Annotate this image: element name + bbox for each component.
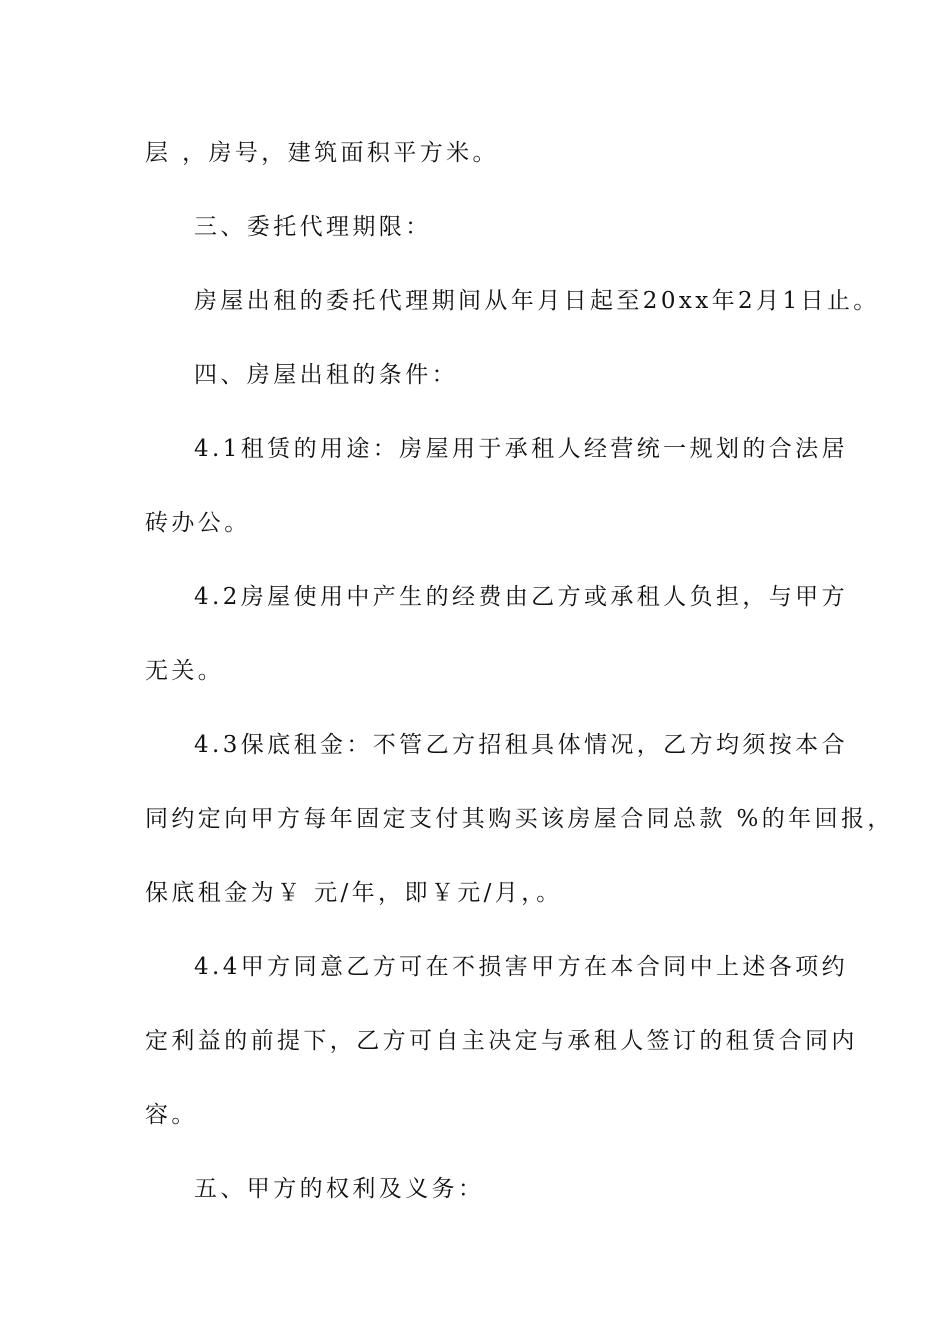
text-line-3: 房屋出租的委托代理期间从年月日起至20xx年2月1日止。 [194, 288, 880, 314]
clause-4-3-line-1: 4.3保底租金：不管乙方招租具体情况，乙方均须按本合 [194, 732, 848, 758]
section-heading-5: 五、甲方的权利及义务： [194, 1176, 485, 1202]
clause-4-2-line-2: 无关。 [145, 658, 225, 684]
clause-4-3-line-3: 保底租金为￥ 元/年，即￥元/月，。 [145, 880, 563, 906]
clause-4-3-line-2: 同约定向甲方每年固定支付其购买该房屋合同总款 %的年回报， [145, 806, 894, 832]
clause-4-4-line-1: 4.4甲方同意乙方可在不损害甲方在本合同中上述各项约 [194, 954, 848, 980]
section-heading-4: 四、房屋出租的条件： [194, 362, 458, 388]
clause-4-4-line-2: 定利益的前提下，乙方可自主决定与承租人签订的租赁合同内 [145, 1028, 858, 1054]
clause-4-4-line-3: 容。 [145, 1102, 198, 1128]
clause-4-1-line-1: 4.1租赁的用途：房屋用于承租人经营统一规划的合法居 [194, 436, 848, 462]
clause-4-2-line-1: 4.2房屋使用中产生的经费由乙方或承租人负担，与甲方 [194, 584, 848, 610]
clause-4-1-line-2: 砖办公。 [145, 510, 251, 536]
text-line-1: 层 ，房号，建筑面积平方米。 [145, 140, 499, 166]
section-heading-3: 三、委托代理期限： [194, 214, 432, 240]
